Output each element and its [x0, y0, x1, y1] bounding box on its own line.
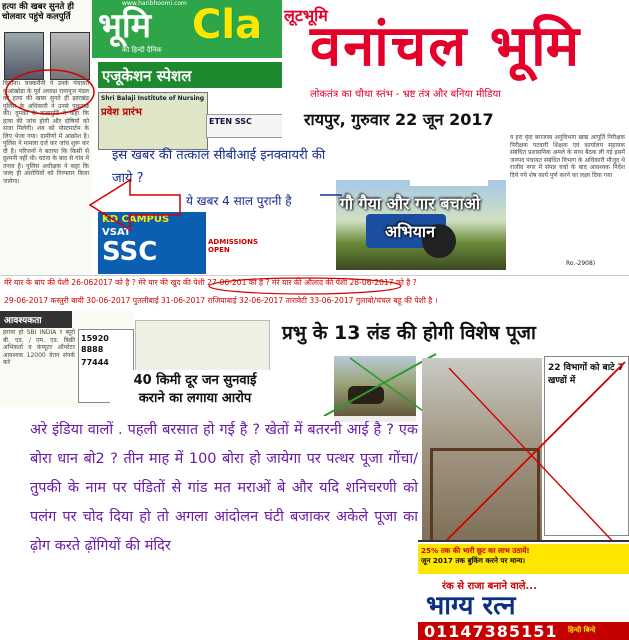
ad-brand: भाग्य रत्न [426, 591, 516, 621]
masthead-kicker: लूटभूमि [284, 6, 328, 25]
right-column-ref: Ro.-2908) [566, 260, 596, 267]
puja-headline-box [276, 311, 629, 355]
eten-label: ETEN SSC [209, 117, 252, 126]
janta-clip-text [138, 323, 268, 363]
annotation-overlay [0, 0, 629, 280]
cow-campaign-label: गौ गैया और गार बचाओ अभियान [339, 194, 481, 241]
phone-1: 15920 [81, 334, 109, 343]
city-date: रायपुर, गुरुवार 22 जून 2017 [304, 110, 494, 129]
janta-headline-box [110, 370, 280, 412]
arrow-left-icon [90, 180, 180, 230]
admission-label: प्रवेश प्रारंभ [101, 107, 142, 118]
masthead-title: वनांचल भूमि [310, 13, 582, 79]
classifieds-body: हराया हो SBI INDIA र ब्यूरो बी. एड. / एम. एड. बिक्री अभिकर्ता व कंप्यूटर ऑपरेटर आवश्यक 12000 वेतन संपर्क करें [3, 329, 75, 366]
ticker [0, 275, 629, 311]
left-clip-body: किराना। चक्करौनी ने उनके पंचायत कुआंखोड़ा के पूर्व अध्यक्ष रामानुज मंडल को हत्या की खबर सुनते ही झारखंड पुलिस के अधिकारी ने उनसे पूछताछ की। दुमका के कलापुर्ति ने कहा कि हत्या की जांच होगी और दोषियों को सजा मिलेगी। शव को पोस्टमार्टम के लिए भेजा गया। ग्रामीणों में आक्रोश है। पुलिस ने मामला दर्ज कर जांच शुरू कर दी है। परिजनों ने बताया कि किसी से दुश्मनी नहीं थी। घटना के बाद से गांव में तनाव है। पुलिस अधीक्षक ने कहा कि जल्द ही आरोपियों को गिरफ्तार किया जायेगा। [3, 80, 89, 185]
ad-branch: हिन्दी बिन्दे [568, 626, 596, 634]
ticker-line-1: मेरे यार के बाप की पेशी 26-062017 को है ? मेरे यार की खुद की पेशी 27-06-201 को है ? मेरे यार की औलाद की पेशी 28-06-2017 को है ? [4, 278, 417, 287]
left-clip-headline: हत्या की खबर सुनते ही चोलवार पहुंचे कलपुर्ति [2, 2, 74, 22]
cbi-question: इस खबर की तत्काल सीबीआई इनक्वायरी की जाये ? [112, 148, 326, 184]
ssc-label: SSC [102, 237, 158, 267]
site-url: www.haribhoomi.com [122, 0, 187, 7]
phone-2: 8888 [81, 345, 104, 354]
institute-name: Shri Balaji Institute of Nursing [101, 95, 205, 102]
discount-banner [418, 544, 629, 574]
classifieds-header: आवश्यकता [0, 311, 72, 328]
haribhoomi-logo: भूमि [98, 6, 152, 46]
ticker-line-2: 29-06-2017 कस्तुरी बायी 30-06-2017 पुतलीबाई 31-06-2017 राजियाबाई 32-06-2017 तारावेटी 33-06-2017 गुलाबो/चंचल बहू की पेशी है । [4, 296, 438, 305]
main-paragraph: अरे इंडिया वालों . पहली बरसात हो गई है ? खेतों में बतरनी आई है ? एक बोरा धान बो2 ? तीन माह में 100 बोरा हो जायेगा पर पत्थर पूजा गोंचा/तुपकी के नाम पर पंडितों से गांड मत मराओं बे और यदि शनिचरणी को पलंग पर चोद दिया हो तो अगला आंदोलन घंटी बजाकर अकेले पूजा का ढ़ोग करते ढ़ोंगियों की मंदिर [30, 416, 418, 640]
ad-phone: 01147385151 [424, 622, 558, 640]
admissions-open-label: ADMISSIONS OPEN [208, 238, 259, 254]
ad-tagline: रंक से राजा बनाने वाले... [442, 581, 537, 592]
janta-headline: 40 किमी दूर जन सुनवाई [133, 373, 257, 388]
kd-campus-label: KD CAMPUS [102, 214, 170, 225]
education-section: एजूकेशन स्पेशल [102, 67, 192, 85]
vsat-label: VSAT [102, 227, 131, 238]
haribhoomi-sub: की हिन्दी दैनिक [122, 46, 162, 54]
masthead-tagline: लोकतंत्र का चौथा स्तंभ - भ्रष्ट तंत्र और बनिया मीडिया [310, 89, 501, 100]
phone-3: 77444 [81, 358, 109, 367]
red-x-mark [429, 358, 629, 558]
aarop-headline: कराने का लगाया आरोप [138, 391, 252, 406]
puja-headline: प्रभु के 13 लंड की होगी विशेष पूजा [282, 322, 536, 344]
circle-mark-left [6, 70, 94, 114]
boxed-headline: 22 विभागों को बाटे 7 खण्डों में [548, 363, 624, 386]
ticker-circle [205, 276, 405, 296]
right-column-text: व हरा वृंदा बराजस्व अनुविभाग खाद्य आपूर्ति निरीक्षक निरीक्षक पटवारी शिक्षक एवं कार्यालय सहायक संबंधित प्रशासनिक अमले के साथ बैठक ली गई इसमें जनपद पंचायत संबंधित विभाग के अधिकारी मौजूद थे राजीव नगर में संपन्न चर्चा के बाद आवश्यक निर्देश दिये गये शेष कार्य पूर्ण करने का लक्ष्य दिया गया [510, 134, 625, 179]
ad-discount: 25% तक की भारी छूट का लाभ उठायें! [421, 546, 530, 555]
old-news-note: ये खबर 4 साल पुरानी है [186, 194, 292, 208]
ad-booking: जून 2017 तक बुकिंग करने पर मान्य। [421, 556, 526, 565]
bhagya-ratna-ad [418, 540, 629, 640]
classified-tag: Cla [192, 2, 263, 48]
